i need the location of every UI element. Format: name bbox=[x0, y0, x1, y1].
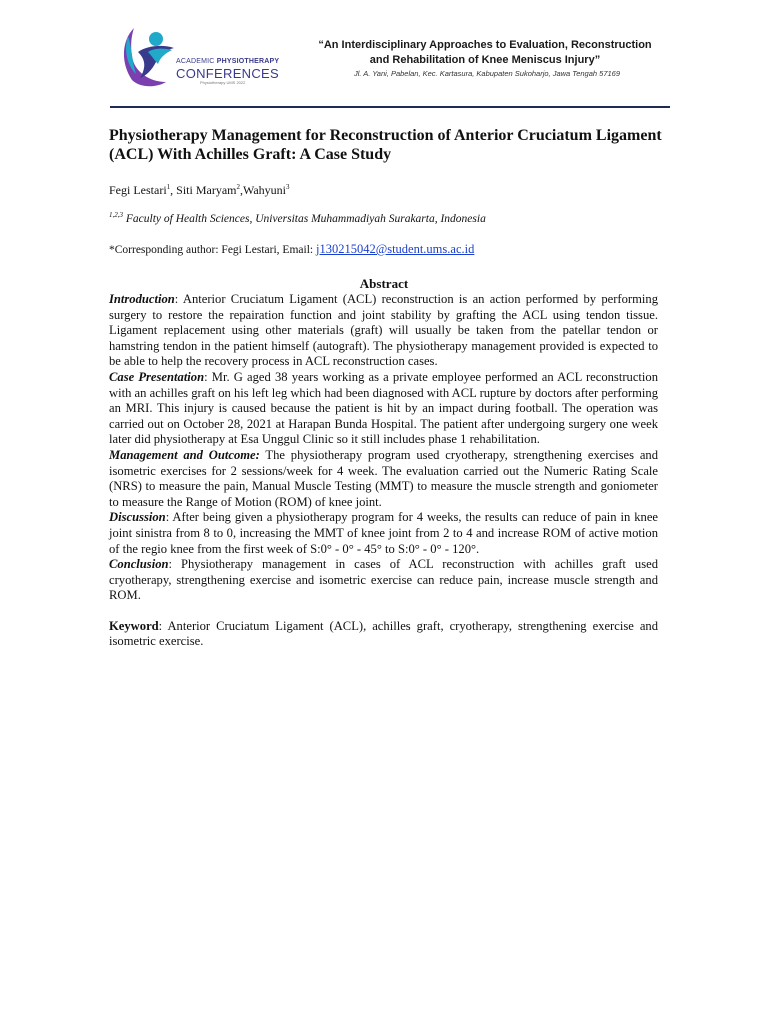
keyword-label: Keyword bbox=[109, 618, 159, 633]
conference-title-line2: and Rehabilitation of Knee Meniscus Injury” bbox=[369, 54, 601, 66]
section-label: Case Presentation bbox=[109, 369, 205, 384]
author-sup: 3 bbox=[286, 183, 290, 191]
author-name: Wahyuni bbox=[242, 183, 287, 197]
logo-line2: CONFERENCES bbox=[176, 66, 279, 81]
logo-text bbox=[176, 58, 279, 85]
section-text: Anterior Cruciatum Ligament (ACL) reconstruction is an action performed by performing surgery to restore the repairation function and joint stability by grafting the ACL using tendon tissue. Ligament replacement using other materials (graft) will usually be taken from the patellar tendon or hamstring tendon in the patient himself (autograft). The physiotherapy management provided is expected to be able to help the recovery process in ACL reconstruction cases. bbox=[109, 292, 658, 369]
section-colon: : bbox=[174, 292, 179, 306]
conference-title-line1: “An Interdisciplinary Approaches to Evaluation, Reconstruction bbox=[318, 39, 652, 51]
conference-logo-mark bbox=[120, 22, 180, 90]
section-colon: : bbox=[165, 510, 170, 525]
section-text: The physiotherapy program used cryotherapy, strengthening exercises and isometric exercises for 2 sessions/week for 4 week. The evaluation carried out the Numeric Rating Scale (NRS) to measure the pain, Manual Muscle Testing (MMT) to measure the muscle strength and goniometer to measure the Range of Motion (ROM) of knee joint. bbox=[109, 447, 658, 509]
section-text: After being given a physiotherapy program for 4 weeks, the results can reduce of pain in knee joint sinistra from 8 to 0, increasing the MMT of knee joint from 2 to 4 and increase ROM of active motion of the regio knee from the first week of S:0° - 0° - 45° to S:0° - 0° - 120°. bbox=[109, 510, 658, 556]
section-label: Introduction bbox=[109, 292, 175, 306]
abstract-body bbox=[109, 292, 658, 650]
keyword-text: : Anterior Cruciatum Ligament (ACL), achilles graft, cryotherapy, strengthening exercise and isometric exercise. bbox=[109, 618, 658, 649]
section-label: Conclusion bbox=[109, 557, 169, 572]
conference-address: Jl. A. Yani, Pabelan, Kec. Kartasura, Kabupaten Sukoharjo, Jawa Tengah 57169 bbox=[353, 69, 620, 78]
author-list: Fegi Lestari$^1$, Siti Maryam$^2$,Wahyuni$^3$ bbox=[109, 183, 290, 197]
keywords bbox=[109, 619, 658, 650]
conference-title bbox=[300, 38, 670, 68]
logo-line3: Physiotherapy UMS 2022 bbox=[200, 80, 246, 85]
abstract-section-discussion bbox=[109, 510, 658, 557]
author-name: Siti Maryam bbox=[176, 183, 237, 197]
author-name: Fegi Lestari bbox=[109, 183, 167, 197]
section-text: Physiotherapy management in cases of ACL reconstruction with achilles graft used cryotherapy, strengthening exercise and isometric exercise can reduce pain, increase muscle strength and ROM. bbox=[109, 557, 658, 603]
header-divider bbox=[110, 106, 670, 108]
corresponding-label: *Corresponding author: Fegi Lestari, Email: bbox=[109, 244, 316, 256]
author-sup: 2 bbox=[236, 183, 240, 191]
section-colon: : bbox=[204, 369, 208, 384]
abstract-heading: Abstract bbox=[359, 276, 409, 291]
email-link[interactable]: j130215042@student.ums.ac.id bbox=[315, 242, 475, 256]
paper-title: Physiotherapy Management for Reconstruction of Anterior Cruciatum Ligament (ACL) With Achilles Graft: A Case Study bbox=[109, 127, 662, 163]
section-colon: : bbox=[168, 557, 172, 572]
affiliation-text: Faculty of Health Sciences, Universitas Muhammadiyah Surakarta, Indonesia bbox=[123, 213, 486, 225]
abstract-section-conclusion bbox=[109, 557, 658, 604]
section-label: Discussion bbox=[109, 510, 166, 525]
abstract-section-case-presentation bbox=[109, 370, 658, 448]
section-text: Mr. G aged 38 years working as a private employee performed an ACL reconstruction with an achilles graft on his left leg which had been diagnosed with ACL rupture by doctors after performing an MRI. This injury is caused because the patient is hit by an impact during football. The operation was carried out on October 28, 2021 at Harapan Bunda Hospital. The patient after undergoing surgery one week later did physiotherapy at Esa Unggul Clinic so it still includes phase 1 rehabilitation. bbox=[109, 369, 658, 447]
affiliation-sup: 1,2,3 bbox=[109, 211, 123, 219]
author-sup: 1 bbox=[166, 183, 171, 191]
abstract-section-management bbox=[109, 448, 658, 510]
logo-line1: ACADEMIC PHYSIOTHERAPY bbox=[176, 58, 280, 65]
section-label: Management and Outcome: bbox=[109, 447, 260, 462]
corresponding-author bbox=[109, 242, 474, 257]
affiliation bbox=[109, 213, 486, 225]
abstract-section-introduction bbox=[109, 292, 658, 370]
